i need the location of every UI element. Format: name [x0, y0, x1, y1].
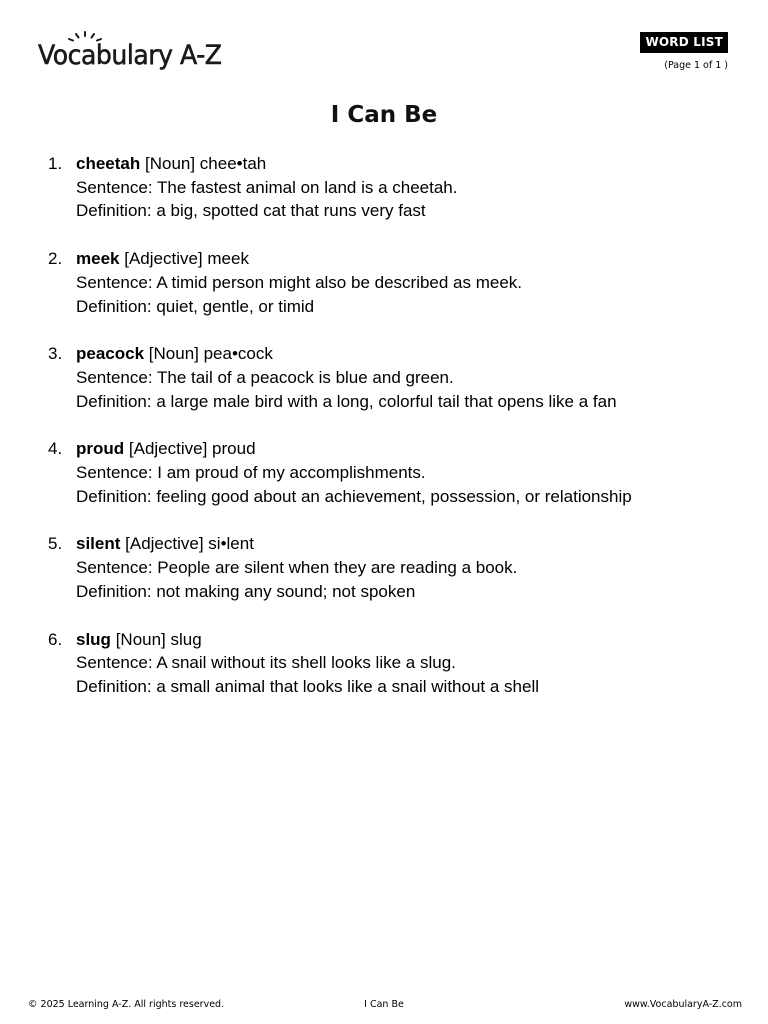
entry-sentence: Sentence: People are silent when they are reading a book.	[76, 558, 518, 578]
entry-heading	[76, 247, 768, 271]
entry-sentence: Sentence: A timid person might also be described as meek.	[76, 272, 523, 292]
word-list-badge: WORD LIST	[640, 32, 728, 53]
entry-number: 1.	[48, 154, 63, 173]
page-info: (Page 1 of 1 )	[664, 60, 728, 71]
entry-definition: Definition: quiet, gentle, or timid	[76, 296, 315, 316]
entry-info: [Adjective] si•lent	[125, 534, 254, 554]
list-item	[0, 152, 768, 223]
entry-word: cheetah	[76, 154, 141, 173]
entry-sentence: Sentence: I am proud of my accomplishments.	[76, 463, 426, 483]
entry-definition: Definition: not making any sound; not spoken	[76, 581, 416, 601]
entry-word: meek	[76, 249, 120, 269]
entry-word: silent	[76, 534, 121, 554]
entry-number: 6.	[48, 629, 63, 649]
entry-heading	[76, 532, 768, 556]
footer-copyright: © 2025 Learning A-Z. All rights reserved.	[28, 999, 225, 1010]
entry-info: [Adjective] meek	[124, 249, 249, 269]
list-item	[0, 437, 768, 508]
list-item	[0, 342, 768, 413]
list-item	[0, 247, 768, 318]
entry-definition: Definition: a large male bird with a long, colorful tail that opens like a fan	[76, 391, 617, 411]
list-item	[0, 628, 768, 699]
entry-definition: Definition: a small animal that looks like a snail without a shell	[76, 676, 540, 696]
list-item	[0, 532, 768, 603]
footer-title: I Can Be	[364, 999, 404, 1010]
entry-definition: Definition: feeling good about an achievement, possession, or relationship	[76, 486, 632, 506]
footer-website: www.VocabularyA-Z.com	[624, 999, 742, 1010]
entry-heading	[76, 342, 768, 366]
entry-heading	[76, 628, 768, 652]
entry-word: proud	[76, 439, 125, 459]
entry-number: 5.	[48, 534, 63, 554]
entry-heading	[76, 152, 768, 176]
logo-text: Vocabulary A-Z	[38, 40, 222, 71]
entry-word: peacock	[76, 344, 145, 364]
entry-sentence: Sentence: A snail without its shell looks like a slug.	[76, 653, 456, 673]
vocabulary-az-logo	[38, 30, 238, 82]
entry-sentence: Sentence: The tail of a peacock is blue and green.	[76, 367, 454, 387]
entry-sentence: Sentence: The fastest animal on land is a cheetah.	[76, 177, 458, 197]
word-list	[0, 152, 768, 723]
entry-number: 2.	[48, 249, 63, 269]
entry-word: slug	[76, 629, 111, 649]
entry-info: [Noun] pea•cock	[148, 344, 273, 364]
entry-info: [Adjective] proud	[128, 439, 256, 459]
entry-definition: Definition: a big, spotted cat that runs very fast	[76, 201, 426, 221]
entry-number: 4.	[48, 439, 63, 459]
entry-info: [Noun] chee•tah	[144, 154, 267, 173]
entry-info: [Noun] slug	[115, 629, 202, 649]
page-title: I Can Be	[330, 102, 438, 128]
entry-heading	[76, 437, 768, 461]
entry-number: 3.	[48, 344, 63, 364]
